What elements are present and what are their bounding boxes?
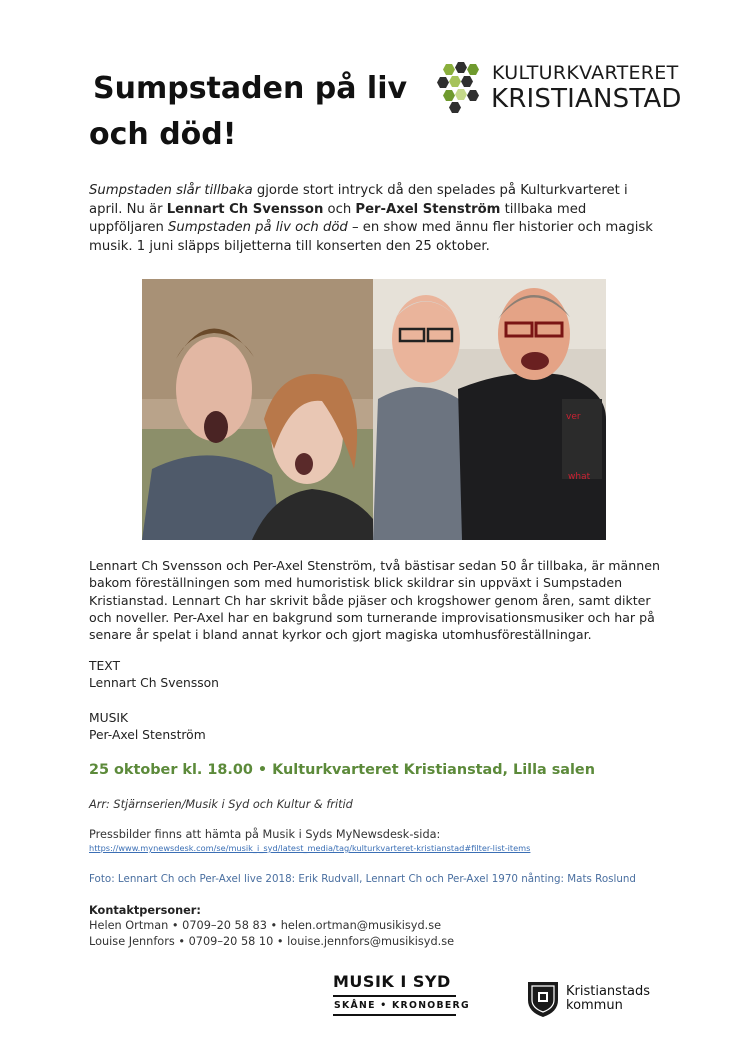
kulturkvarteret-logo [437, 62, 697, 114]
photo-collage-icon [142, 279, 606, 540]
intro-paragraph [89, 182, 659, 256]
photo-credit: Foto: Lennart Ch och Per-Axel live 2018: Erik Rudvall, Lennart Ch och Per-Axel 1970 nånting: Mats Roslund [89, 873, 636, 885]
press-images-link[interactable]: https://www.mynewsdesk.com/se/musik_i_syd/latest_media/tag/kulturkvarteret-kristianstad#filter-list-items [89, 843, 531, 853]
intro-text-2: och [323, 201, 356, 217]
musik-i-syd-region: SKÅNE • KRONOBERG [334, 1000, 470, 1011]
kristianstads-kommun-logo [526, 978, 666, 1020]
intro-name-lennart: Lennart Ch Svensson [166, 201, 324, 217]
contacts-heading: Kontaktpersoner: [89, 904, 201, 917]
logo-rule-top [333, 995, 456, 997]
musik-i-syd-wordmark: MUSIK I SYD [333, 972, 451, 991]
credit-name-text: Lennart Ch Svensson [89, 676, 219, 690]
event-details: 25 oktober kl. 18.00 • Kulturkvarteret Kristianstad, Lilla salen [89, 762, 595, 778]
contact-helen: Helen Ortman • 0709–20 58 83 • helen.ortman@musikisyd.se [89, 919, 442, 932]
svg-text:ver: ver [566, 412, 581, 422]
logo-line-2: KRISTIANSTAD [491, 84, 682, 114]
intro-text-1: gjorde stort intryck då den spelades på Kulturkvarteret i april. Nu är [89, 183, 628, 217]
credit-name-music: Per-Axel Stenström [89, 728, 206, 742]
performers-photo [142, 279, 606, 540]
page-title [89, 66, 419, 158]
credit-role-music: MUSIK [89, 711, 129, 725]
kommun-line-1: Kristianstads [566, 984, 651, 999]
coat-of-arms-icon [526, 978, 560, 1018]
svg-text:what: what [568, 472, 591, 482]
kommun-line-2: kommun [566, 998, 623, 1013]
intro-name-peraxel: Per-Axel Stenström [355, 201, 501, 217]
logo-line-1: KULTURKVARTERET [492, 62, 679, 84]
credit-role-text: TEXT [89, 659, 121, 673]
press-images-text: Pressbilder finns att hämta på Musik i Syds MyNewsdesk-sida: [89, 828, 441, 841]
arranger-text: Arr: Stjärnserien/Musik i Syd och Kultur & fritid [89, 798, 353, 811]
intro-work-title: Sumpstaden slår tillbaka [89, 183, 253, 198]
intro-show-title: Sumpstaden på liv och död [168, 220, 348, 235]
hexagon-cluster-icon [437, 62, 487, 114]
title-line-2: och död! [89, 117, 237, 152]
title-line-1: Sumpstaden på liv [93, 71, 408, 106]
contact-louise: Louise Jennfors • 0709–20 58 10 • louise.jennfors@musikisyd.se [89, 935, 455, 948]
intro-text-3: tillbaka med uppföljaren [89, 201, 587, 235]
intro-text-4: – en show med ännu fler historier och magisk musik. 1 juni släpps biljetterna till konserten den 25 oktober. [89, 220, 653, 254]
description-paragraph: Lennart Ch Svensson och Per-Axel Stenström, två bästisar sedan 50 år tillbaka, är männen bakom föreställningen som med humoristisk blick skildrar sin uppväxt i Sumpstaden Kristianstad. Lennart Ch har skrivit både pjäser och krogshower genom åren, samt dikter och noveller. Per-Axel har en bakgrund som turnerande improvisationsmusiker och har på senare år spelat i bland annat kyrkor och gjort magiska utomhusföreställningar. [89, 558, 660, 643]
musik-i-syd-logo [333, 972, 470, 1018]
logo-rule-bottom [333, 1014, 456, 1016]
